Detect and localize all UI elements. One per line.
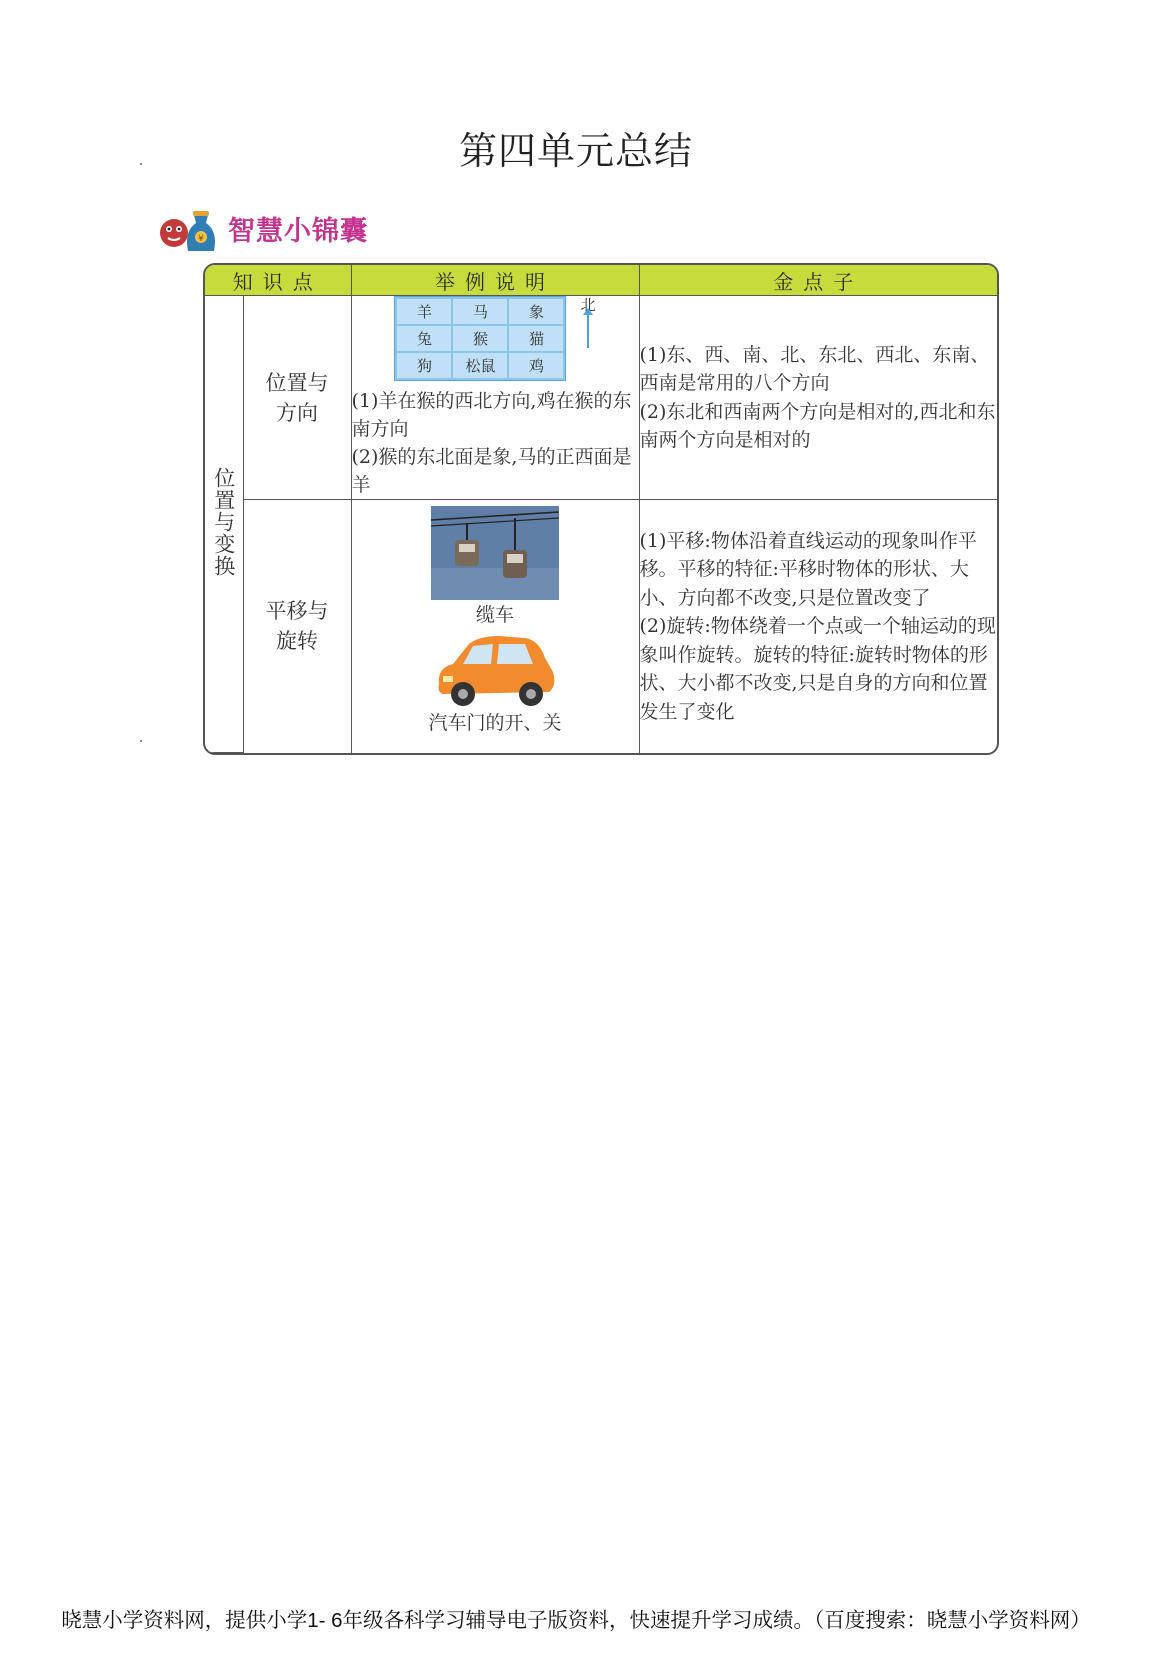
- tip-text: (1)东、西、南、北、东北、西北、东南、西南是常用的八个方向: [639, 343, 990, 394]
- grid-cell: 狗: [397, 353, 451, 378]
- tips-banner: [158, 198, 368, 258]
- header-examples: 举例说明: [351, 265, 639, 296]
- category-label: 位置与变换: [211, 467, 236, 577]
- example-text: (1)羊在猴的西北方向,鸡在猴的东南方向: [351, 390, 632, 440]
- grid-cell: 猫: [509, 326, 563, 351]
- example-cell: [351, 500, 639, 753]
- car-image: [429, 632, 561, 710]
- table-row: [205, 500, 997, 753]
- tip-text: (1)平移:物体沿着直线运动的现象叫作平移。平移的特征:平移时物体的形状、大小、方向都不改变,只是位置改变了: [639, 529, 977, 609]
- image-caption: 缆车: [475, 604, 514, 626]
- scan-speck: [140, 163, 142, 165]
- cable-car-image: [431, 506, 559, 600]
- tip-cell: [639, 500, 997, 753]
- animal-grid: [394, 296, 566, 381]
- topic-line: 旋转: [276, 629, 318, 654]
- tip-text: (2)旋转:物体绕着一个点或一个轴运动的现象叫作旋转。旋转的特征:旋转时物体的形状、大小都不改变,只是自身的方向和位置发生了变化: [639, 615, 996, 723]
- north-label: 北: [580, 296, 596, 314]
- grid-cell: 马: [453, 299, 507, 324]
- north-arrow-icon: [587, 314, 589, 348]
- treasure-bag-icon: [158, 201, 220, 255]
- svg-text:¥: ¥: [198, 234, 204, 244]
- example-cell: [351, 296, 639, 500]
- header-knowledge: 知识点: [205, 265, 351, 296]
- grid-cell: 猴: [453, 326, 507, 351]
- tip-text: (2)东北和西南两个方向是相对的,西北和东南两个方向是相对的: [639, 400, 996, 451]
- grid-cell: 象: [509, 299, 563, 324]
- grid-cell: 鸡: [509, 353, 563, 378]
- grid-cell: 羊: [397, 299, 451, 324]
- page-title: 第四单元总结: [458, 129, 693, 173]
- image-caption: 汽车门的开、关: [428, 712, 562, 734]
- banner-title: 智慧小锦囊: [228, 215, 368, 247]
- topic-cell: [243, 296, 351, 500]
- summary-table: [203, 263, 999, 755]
- topic-line: 平移与: [265, 599, 329, 624]
- grid-cell: 兔: [397, 326, 451, 351]
- tip-cell: [639, 296, 997, 500]
- header-tips: 金点子: [639, 265, 997, 296]
- table-row: [205, 296, 997, 500]
- table-header-row: [205, 265, 997, 296]
- example-text: (2)猴的东北面是象,马的正西面是羊: [351, 446, 632, 496]
- topic-cell: [243, 500, 351, 753]
- topic-line: 方向: [276, 400, 318, 425]
- topic-line: 位置与: [265, 370, 329, 395]
- category-cell: [205, 296, 243, 753]
- footer-text: 晓慧小学资料网，提供小学1- 6年级各科学习辅导电子版资料，快速提升学习成绩。（百度搜索：晓慧小学资料网）: [61, 1609, 1091, 1632]
- scan-speck: [140, 740, 142, 742]
- north-indicator: [580, 296, 595, 348]
- grid-cell: 松鼠: [453, 353, 507, 378]
